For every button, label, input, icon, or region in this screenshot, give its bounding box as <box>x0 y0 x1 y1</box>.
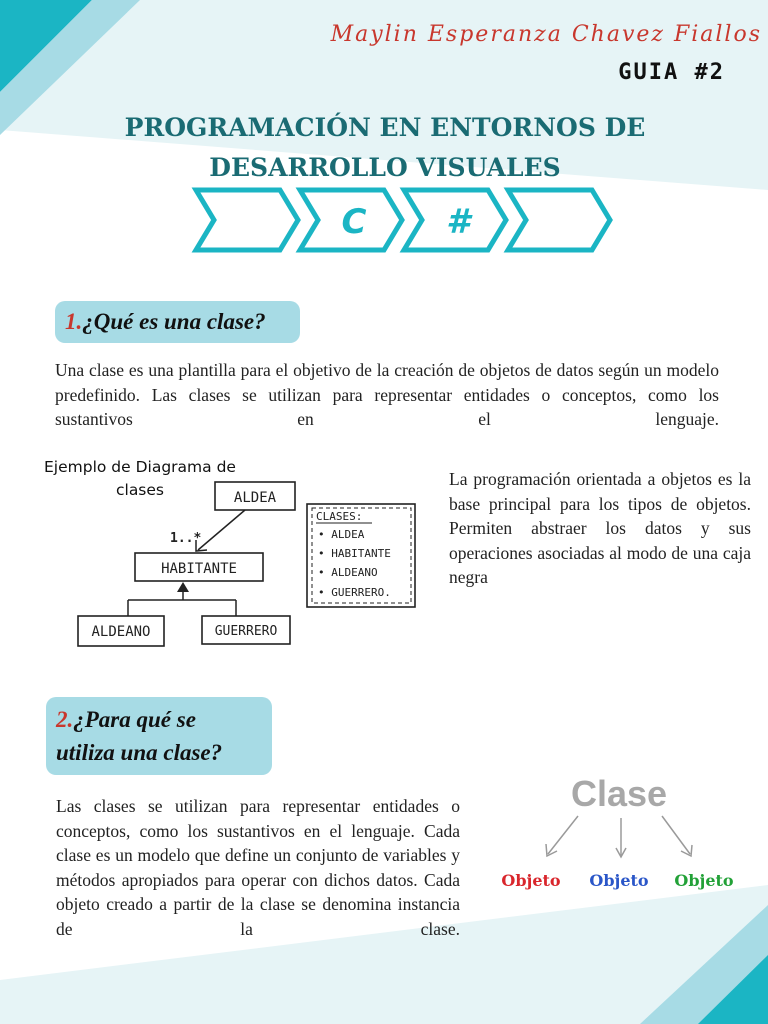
section-1-number: 1. <box>65 309 83 334</box>
section-2-heading <box>46 697 272 775</box>
section-1-heading <box>55 301 300 343</box>
section-2-paragraph: Las clases se utilizan para representar entidades o conceptos, como los sustantivos en el lenguaje. Cada clase es un modelo que define un conjunto de variables y métodos apropiados para operar con dichos datos. Cada objeto creado a partir de la clase se denomina instancia de la clase. <box>56 796 460 939</box>
section-1-question: ¿Qué es una clase? <box>82 309 266 334</box>
title-line-2: DESARROLLO VISUALES <box>209 153 561 182</box>
uml-legend-item-4: • GUERRERO. <box>318 586 391 599</box>
section-2-question-line-1: ¿Para qué se <box>73 707 196 732</box>
diagram-object-green: Objeto <box>674 871 734 890</box>
section-1-paragraph: Una clase es una plantilla para el objetivo de la creación de objetos de datos según un modelo predefinido. Las clases se utilizan para representar entidades o conceptos, como los sustantivos en el lenguaje. <box>55 360 719 429</box>
uml-multiplicity: 1..* <box>170 531 202 546</box>
arrow-right-line <box>662 816 690 854</box>
diagram-root-clase: Clase <box>570 773 668 814</box>
title-line-1: PROGRAMACIÓN EN ENTORNOS DE <box>124 113 646 142</box>
uml-label-aldea: ALDEA <box>233 490 277 506</box>
diagram-object-red: Objeto <box>501 871 561 890</box>
chevron-4 <box>508 190 610 250</box>
class-object-diagram <box>490 768 750 898</box>
arrow-left-line <box>548 816 578 854</box>
section-2-number: 2. <box>56 707 74 732</box>
section-2-question-line-2: utiliza una clase? <box>56 740 223 765</box>
guide-number: GUIA #2 <box>618 60 725 85</box>
chevron-1 <box>196 190 298 250</box>
uml-legend-item-2: • HABITANTE <box>318 547 391 560</box>
uml-label-guerrero: GUERRERO <box>214 624 278 639</box>
uml-inheritance-triangle <box>177 582 189 592</box>
uml-class-diagram <box>60 470 420 660</box>
chevron-label-c: C <box>341 202 367 242</box>
chevron-banner <box>190 186 620 254</box>
uml-association <box>198 510 245 550</box>
class-diagram-title: Ejemplo de Diagrama de clases <box>44 458 236 499</box>
author-name: Maylin Esperanza Chavez Fiallos <box>330 22 762 47</box>
uml-legend-item-3: • ALDEANO <box>318 566 378 579</box>
uml-legend-title: CLASES: <box>316 510 363 523</box>
uml-label-habitante: HABITANTE <box>161 561 237 577</box>
section-1-side-paragraph: La programación orientada a objetos es la base principal para los tipos de objetos. Permiten abstraer los datos y sus operaciones asociadas al modo de una caja negra <box>449 469 751 587</box>
chevron-label-hash: # <box>446 202 470 242</box>
uml-label-aldeano: ALDEANO <box>91 624 151 640</box>
page-title <box>80 108 690 188</box>
diagram-object-blue: Objeto <box>589 871 649 890</box>
uml-legend-item-1: • ALDEA <box>318 528 365 541</box>
section-2-heading-line-1 <box>56 703 272 736</box>
